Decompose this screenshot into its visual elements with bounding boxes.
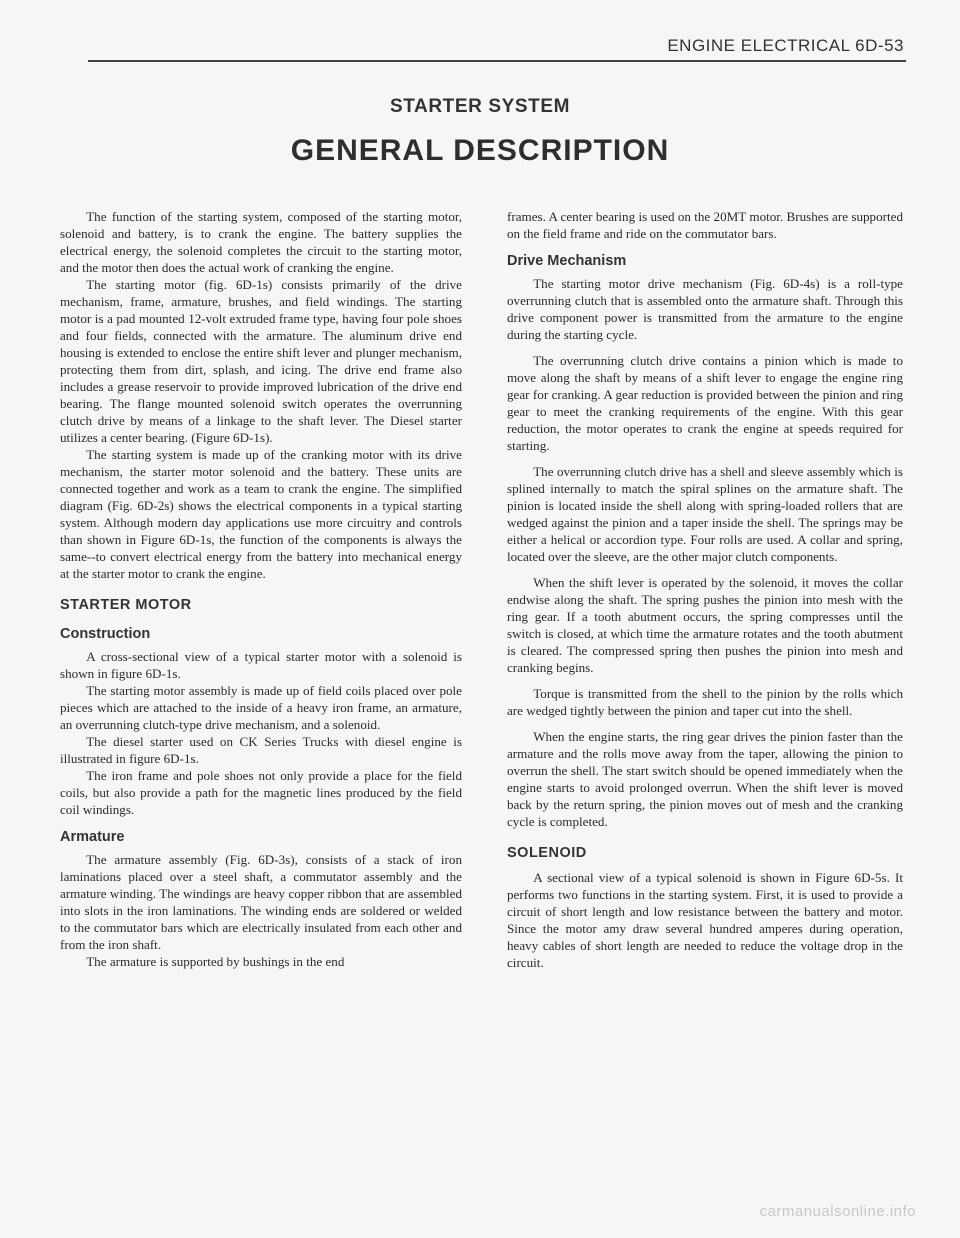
right-column <box>507 208 903 971</box>
paragraph: A sectional view of a typical solenoid is shown in Figure 6D-5s. It performs two functions in the starting system. First, it is used to provide a circuit of short length and low resistance between the battery and motor. Since the motor amy draw several hundred amperes during operation, heavy cables of short length are needed to reduce the voltage drop in the circuit. <box>507 870 903 971</box>
paragraph: The armature assembly (Fig. 6D-3s), consists of a stack of iron laminations placed over a steel shaft, a commutator assembly and the armature winding. The windings are heavy copper ribbon that are assembled into slots in the iron laminations. The winding ends are soldered or welded to the commutator bars which are electrically insulated from each other and from the iron shaft. <box>60 852 462 953</box>
paragraph: The iron frame and pole shoes not only provide a place for the field coils, but also provide a path for the magnetic lines produced by the field coil windings. <box>60 768 462 818</box>
page-title: GENERAL DESCRIPTION <box>290 134 670 167</box>
heading-construction: Construction <box>60 626 151 643</box>
paragraph: The starting motor (fig. 6D-1s) consists primarily of the drive mechanism, frame, armature, brushes, and field windings. The starting motor is a pad mounted 12-volt extruded frame type, having four pole shoes and four fields, connected with the armature. The aluminum drive end housing is extended to enclose the entire shift lever and plunger mechanism, protecting them from dirt, splash, and icing. The drive end frame also includes a grease reservoir to provide improved lubrication of the drive end bearing. The flange mounted solenoid switch operates the overrunning clutch drive by means of a linkage to the shaft lever. The Diesel starter utilizes a center bearing. (Figure 6D-1s). <box>60 277 462 446</box>
heading-starter-motor: STARTER MOTOR <box>60 597 192 614</box>
paragraph: The starting system is made up of the cranking motor with its drive mechanism, the starter motor solenoid and the battery. These units are connected together and work as a team to crank the engine. The simplified diagram (Fig. 6D-2s) shows the electrical components in a typical starting system. Although modern day applications use more circuitry and controls than shown in Figure 6D-1s, the function of the components is always the same--to convert electrical energy from the battery into mechanical energy at the starter motor to crank the engine. <box>60 447 462 582</box>
left-column <box>60 208 462 970</box>
heading-drive-mechanism: Drive Mechanism <box>507 253 627 270</box>
paragraph: The starting motor assembly is made up of field coils placed over pole pieces which are attached to the inside of a heavy iron frame, an armature, an overrunning clutch-type drive mechanism, and a solenoid. <box>60 683 462 733</box>
header-rule <box>88 60 906 62</box>
heading-solenoid: SOLENOID <box>507 845 587 862</box>
paragraph: frames. A center bearing is used on the 20MT motor. Brushes are supported on the field frame and ride on the commutator bars. <box>507 209 903 242</box>
section-title: STARTER SYSTEM <box>389 96 571 117</box>
paragraph: Torque is transmitted from the shell to the pinion by the rolls which are wedged tightly between the pinion and taper cut into the shell. <box>507 686 903 719</box>
paragraph: When the shift lever is operated by the solenoid, it moves the collar endwise along the shaft. The spring pushes the pinion into mesh with the ring gear. If a tooth abutment occurs, the spring compresses until the switch is closed, at which time the armature rotates and the tooth abutment is cleared. The compressed spring then pushes the pinion into mesh and cranking begins. <box>507 575 903 676</box>
paragraph: A cross-sectional view of a typical starter motor with a solenoid is shown in figure 6D-1s. <box>60 649 462 682</box>
paragraph: The function of the starting system, composed of the starting motor, solenoid and battery, is to crank the engine. The battery supplies the electrical energy, the solenoid completes the circuit to the starting motor, and the motor then does the actual work of cranking the engine. <box>60 209 462 276</box>
paragraph: The starting motor drive mechanism (Fig. 6D-4s) is a roll-type overrunning clutch that is assembled onto the armature shaft. Through this drive component power is transmitted from the armature to the engine during the starting cycle. <box>507 275 903 342</box>
paragraph: The overrunning clutch drive has a shell and sleeve assembly which is splined internally to match the spiral splines on the armature shaft. The pinion is located inside the shell along with spring-loaded rollers that are wedged against the pinion and a taper inside the shell. The springs may be either a helical or accordion type. Four rolls are used. A collar and spring, located over the sleeve, are the other major clutch components. <box>507 464 903 565</box>
paragraph: The overrunning clutch drive contains a pinion which is made to move along the shaft by means of a shift lever to engage the engine ring gear for cranking. A gear reduction is provided between the pinion and ring gear to meet the cranking requirements of the engine. With this gear reduction, the motor operates to crank the engine at speeds required for starting. <box>507 352 903 454</box>
watermark: carmanualsonline.info <box>759 1203 916 1220</box>
paragraph: When the engine starts, the ring gear drives the pinion faster than the armature and the rolls move away from the taper, allowing the pinion to overrun the shell. The start switch should be opened immediately when the engine starts to avoid prolonged overrun. When the shift lever is moved back by the return spring, the pinion moves out of mesh and the cranking cycle is completed. <box>507 729 903 830</box>
paragraph: The diesel starter used on CK Series Trucks with diesel engine is illustrated in figure 6D-1s. <box>60 734 462 767</box>
heading-armature: Armature <box>60 829 125 846</box>
paragraph: The armature is supported by bushings in the end <box>86 954 345 970</box>
page-header: ENGINE ELECTRICAL 6D-53 <box>667 36 904 55</box>
